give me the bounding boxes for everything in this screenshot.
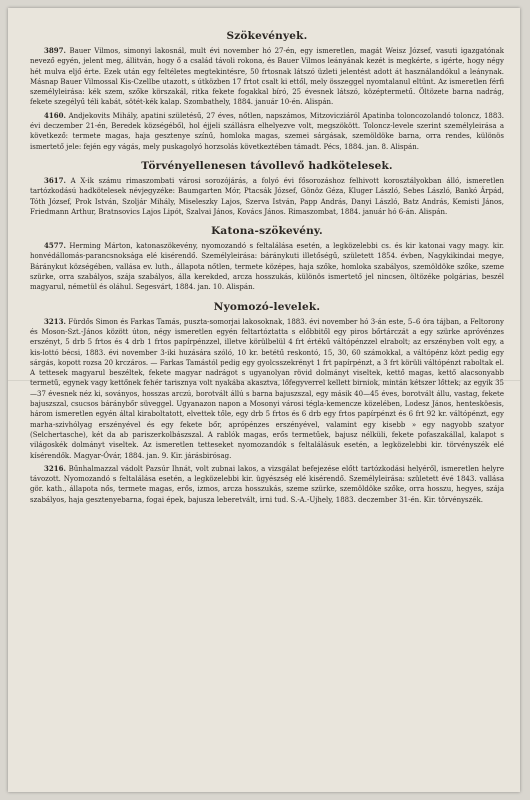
section-heading-nyomozo-levelek: Nyomozó-levelek.: [213, 300, 321, 313]
section-heading-katona-szokeveny: Katona-szökevény.: [211, 225, 323, 238]
notice-entry: [30, 317, 504, 461]
document-page: [8, 8, 520, 792]
section-heading-szokevenyek: Szökevények.: [226, 30, 308, 42]
section-heading-hadkotelesek: Törvényellenesen távollevő hadkötelesek.: [141, 159, 393, 172]
entry-number: 4577.: [44, 241, 66, 251]
entry-number: 4160.: [44, 110, 66, 120]
entry-number: 3213.: [44, 316, 66, 326]
notice-entry: [30, 241, 504, 292]
notice-entry: [30, 176, 504, 217]
entry-number: 3617.: [44, 175, 66, 185]
notice-entry: [30, 111, 504, 152]
entry-text: Fürdős Simon és Farkas Tamás, puszta-somorjai lakosoknak, 1883. évi november hó 3-án este, 5–6 óra tájban, a Feltorony és Moson-Szt.-János között úton, négy ismeretlen egyén feltartóztatta s előbbitől egy piros bőrtárczát a egy szürke apróvénzes erszényt, 5 drb 5 frtos és 4 drb 1 frtos papírpénzzel, illetve körülbelül 4 frt értékű váltópénzzel elrabolt; az erszényben volt egy, a kis-lottó bécsi, 1883. évi november 3-iki huzására szóló, 10 kr. betétű reskontó, 15, 30, 60 számokkal, a váltópénz közt pedig egy sárgás, kopott rozsa 20 krczáros. — Farkas Tamástól pedig egy gyolcsszekrényt 1 frt papírpénzt, a 3 frt körüli váltópénzt raboltak el. A tettesek magyarul beszéltek, fekete magyar nadrágot s ugyanolyan rövid dolmányt viseltek, kettő magas, kettő alacsonyabb termetű, egynek vagy kettőnek fehér tarisznya volt nyakába akasztva, lőfegyverrel kellett birniok, mintán kétszer lőttek; az egyik 35—37 évesnek néz ki, soványos, hosszas arczú, borotvált állú s barna bajuszszal, egy másik 40—45 éves, borotvált állu, vastag, fekete bajuszszal, csucsos báránybőr süveggel. Ugyanazon napon a Mosonyi városi tégla-kemencze közelében, Lodesz János, hentesköesis, három ismeretlen egyén által kiraboltatott, elvettek tőle, egy drb 5 frtos és 6 drb egy frtos papírpénzt és 6 frt 92 kr. váltópénzt, egy marha-szivhólyag erszényével és egy fekete bőr, aprópénzes erszényével, valamint egy kisebb » egy nagyobb szatyor (Selchertasche), két da ab pariszerkolbászszal. A rablók magas, erős termetűek, bajusz nélküli, fekete pofaszakállal, kalapot s világoskék dolmányt viseltek. Az ismeretlen tetteseket nyomozandók s feltalálásuk esetén, a legközelebbi kir. törvényszék elé kísérendők. Magyar-Óvár, 1884. jan. 9. Kir. járásbirósag.: [30, 317, 504, 460]
entry-text: Herming Márton, katonaszökevény, nyomozandó s feltalálása esetén, a legközelebbi cs. és kir katonai vagy magy. kir. honvédállomás-parancsnoksága elé kisérendő. Személyleirása: báránykuti illetőségű, született 1854. évben, Nagykikindai megye, Báránykut községében, vallása ev. luth., állapota nőtlen, termete középes, haja szőke, homloka szabályos, szemöldöke szőke, szeme szürke, orra szabályos, szája szabályos, álla kerekded, arcza hosszukás, különös ismertető jel nincsen, öltözéke polgárias, beszél magyarul, németül és oláhul. Segesvárt, 1884. jan. 10. Alispán.: [30, 242, 504, 292]
entry-text: A X-ik számu rimaszombati városi sorozójárás, a folyó évi fősorozáshoz felhivott korosztályokban álló, ismeretlen tartózkodású hadkötelesek névjegyzéke: Baumgarten Mór, Ptacsák József, Gönöz Géza, Kluger László, Sebes László, Bankó Árpád, Tóth József, Prok István, Szoljár Mihály, Miseleszky Lajos, Szerva István, Papp András, Danyi László, Batz András, Kemisti János, Friedmann Arthur, Bratnsovics Lajos Lipót, Szalvai János, Kovács János. Rimaszombat, 1884. január hó 6-án. Alispán.: [30, 176, 504, 216]
entry-number: 3216.: [44, 463, 66, 473]
page-fold-crease: [8, 380, 520, 381]
notice-entry: [30, 46, 504, 108]
entry-text: Bűnhalmazzal vádolt Pazsúr Ihnát, volt zubnai lakos, a vizsgálat befejezése előtt tartózkodási helyéről, ismeretlen helyre távozott. Nyomozandó s feltalálása esetén, a legközelebbi kir. ügyészség elé kisérendő. Személyleirása: született évé 1843. vallása gör. kath., állapota nős, termete magas, erős, izmos, arcza hosszukás, szeme szürke, szemöldöke szőke, orra hosszu, hegyes, szája szabályos, haja gesztenyebarna, fogai épek, bajusza leberetvált, irni tud. S.-A.-Ujhely, 1883. deczember 31-én. Kir. törvényszék.: [30, 464, 504, 504]
entry-text: Bauer Vilmos, simonyi lakosnál, mult évi november hó 27-én, egy ismeretlen, magát Weisz József, vasuti igazgatónak nevező egyén, jelent meg, állitván, hogy ő a család távoli rokona, és Bauer Vilmos leányának kezét is megkérte, s igérte, hogy négy hét mulva eljő érte. Ezek után egy feltéletes megtekintésre, 50 frtosnak látszó üzleti jelentést adott át használandókul a leánynak. Másnap Bauer Vilmossal Kis-Czellbe utazott, s útközben 17 frtot csalt ki ettől, mely összeggel nyomtalanul eltünt. Az ismeretlen férfi személyleirása: kék szem, szőke körszakál, ritka fekete fogakkal bíró, 25 évesnek látszó, középtermetű. Öltözete barna nadrág, fekete szegélyű téli kabát, sötét-kék kalap. Szombathely, 1884. január 10-én. Alispán.: [30, 47, 504, 107]
entry-text: Andjekovits Mihály, apatini születésű, 27 éves, nőtlen, napszámos, Mitzovicziáról Apatinba toloncozolandó toloncz, 1883. évi deczember 21-én, Beredek községéből, hol éjjeli szállásra elhelyezve volt, megszökött. Toloncz-levele szerint személyleirása a következő: termete magas, haja gesztenye színű, homloka magas, szemei sárgásak, szemöldöke barna, orra rendes, különös ismertető jele: fején egy vágás, mely puskagolyó horzsolás következtében támadt. Pécs, 1884. jan. 8. Alispán.: [30, 111, 505, 151]
entry-number: 3897.: [44, 46, 66, 55]
notice-entry: [30, 464, 504, 505]
